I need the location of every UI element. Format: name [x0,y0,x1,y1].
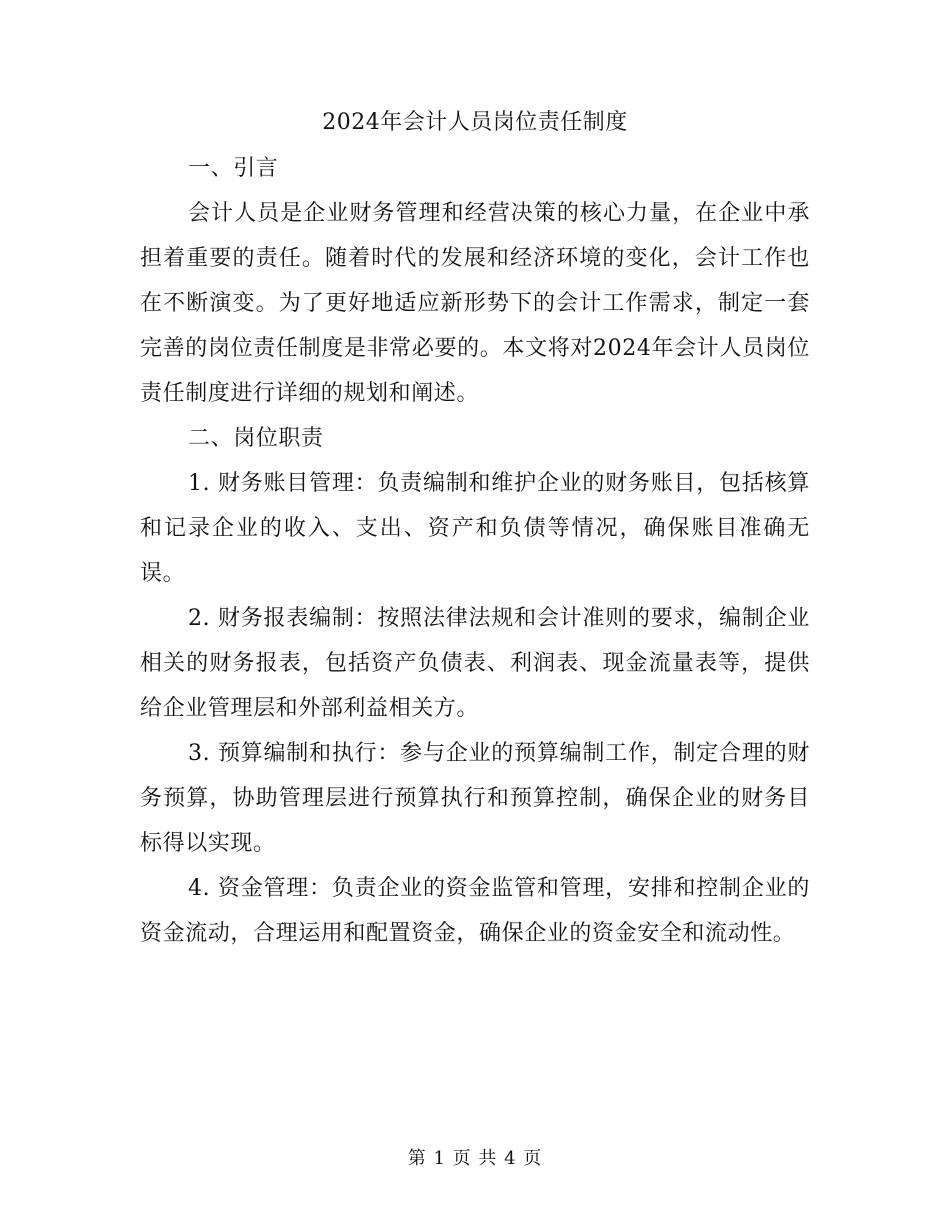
paragraph: 3. 预算编制和执行：参与企业的预算编制工作，制定合理的财务预算，协助管理层进行预算执行和预算控制，确保企业的财务目标得以实现。 [140,741,810,856]
section-heading-introduction: 一、引言 [188,156,279,181]
paragraph: 4. 资金管理：负责企业的资金监管和管理，安排和控制企业的资金流动，合理运用和配置资金，确保企业的资金安全和流动性。 [140,876,810,946]
page-number-footer: 第 1 页 共 4 页 [407,1148,543,1169]
document-body [140,100,810,956]
document-title: 2024年会计人员岗位责任制度 [322,110,628,135]
paragraph: 1. 财务账目管理：负责编制和维护企业的财务账目，包括核算和记录企业的收入、支出、资产和负债等情况，确保账目准确无误。 [140,471,810,586]
section-heading-duties: 二、岗位职责 [188,426,324,451]
paragraph: 会计人员是企业财务管理和经营决策的核心力量，在企业中承担着重要的责任。随着时代的发展和经济环境的变化，会计工作也在不断演变。为了更好地适应新形势下的会计工作需求，制定一套完善的岗位责任制度是非常必要的。本文将对2024年会计人员岗位责任制度进行详细的规划和阐述。 [140,201,810,406]
paragraph: 2. 财务报表编制：按照法律法规和会计准则的要求，编制企业相关的财务报表，包括资产负债表、利润表、现金流量表等，提供给企业管理层和外部利益相关方。 [140,606,810,721]
